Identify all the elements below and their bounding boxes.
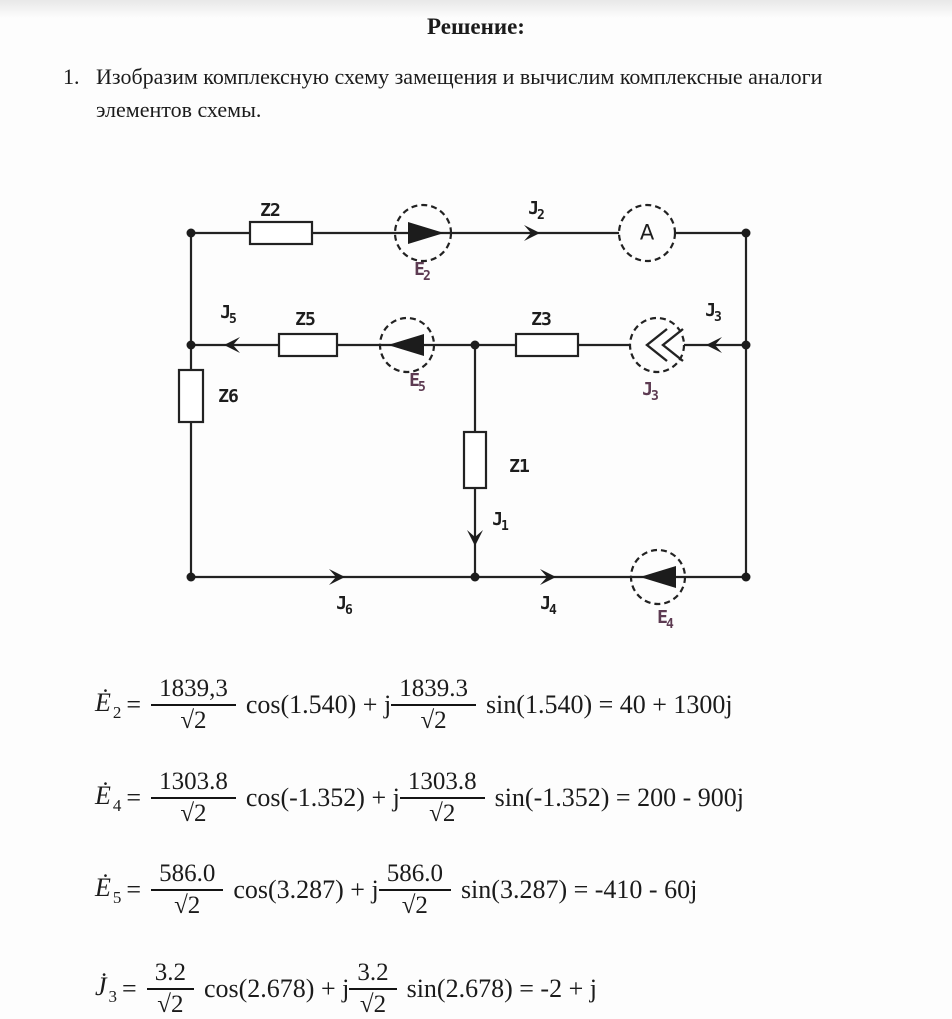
formula-e5-result: sin(3.287) = -410 - 60j [460,875,698,905]
formula-e2-fraction-1: $\frac{1839,3}{√2}$ [151,676,236,735]
label-e2: $E_2$ [414,259,430,284]
formula-j3-equals: = [122,974,137,1004]
label-z5: Z5 [295,309,315,330]
label-e4: $E_4$ [657,607,673,632]
resistor-z1 [464,432,486,488]
formula-j3-result: sin(2.678) = -2 + j [406,974,597,1004]
solution-step-1 [63,60,879,126]
label-j6: $J_6$ [336,593,352,618]
resistor-z3 [516,334,578,356]
resistor-z6 [179,370,203,422]
label-j3-source: $J_3$ [642,379,658,404]
label-j1: $J_1$ [492,509,508,534]
formula-e4-variable: Ė $_4$ [95,780,122,815]
list-item-text: Изобразим комплексную схему замещения и вычислим комплексные аналоги элементов схемы. [96,64,823,122]
emf-arrow-e5-icon [388,334,424,356]
formula-e4-equals: = [126,783,142,813]
formula-e5-equals: = [126,875,142,905]
formula-e2-cos-term: cos(1.540) + j [245,690,392,720]
list-item-number: 1. [63,64,80,89]
formula-e5-fraction-1: $\frac{586.0}{√2}$ [151,861,223,920]
formula-j3-cos-term: cos(2.678) + j [203,974,350,1004]
node-dot-bottom-left [187,573,196,582]
ammeter-label: A [639,220,655,245]
formula-e4-fraction-2: $\frac{1303.8}{√2}$ [400,769,485,828]
formula-e2 [95,676,733,735]
formula-j3-fraction-2: $\frac{3.2}{√2}$ [349,960,396,1019]
emf-arrow-e4-icon [640,566,676,588]
node-dot-top-left [187,229,196,238]
circuit-svg [140,170,800,640]
label-z3: Z3 [531,309,551,330]
node-dot-top-right [742,229,751,238]
node-dot-mid-center [471,341,480,350]
formula-e2-fraction-2: $\frac{1839.3}{√2}$ [391,676,476,735]
label-z6: Z6 [218,386,238,407]
formula-e5-cos-term: cos(3.287) + j [233,875,379,905]
label-j3-wire: $J_3$ [705,300,721,325]
formula-e2-variable: Ė $_2$ [95,687,122,722]
formula-e4-cos-term: cos(-1.352) + j [245,783,400,813]
formula-e2-equals: = [126,690,142,720]
node-dot-mid-left [187,341,196,350]
label-z2: Z2 [260,200,280,221]
current-source-circle-j3 [630,318,684,372]
label-j5: $J_5$ [220,302,236,327]
formula-e4-fraction-1: $\frac{1303.8}{√2}$ [151,769,236,828]
formula-j3 [95,960,597,1019]
node-dot-mid-right [742,341,751,350]
formula-e5-fraction-2: $\frac{586.0}{√2}$ [379,861,451,920]
label-j4: $J_4$ [540,593,556,618]
formula-e5-variable: Ė $_5$ [95,872,122,907]
label-j2: $J_2$ [528,198,544,223]
resistor-z5 [279,334,337,356]
resistor-z2 [250,222,312,244]
node-dot-bottom-center [471,573,480,582]
circuit-diagram [140,170,800,640]
node-dot-bottom-right [742,573,751,582]
label-e5: $E_5$ [409,370,425,395]
formula-j3-fraction-1: $\frac{3.2}{√2}$ [147,960,194,1019]
formula-e4 [95,769,744,828]
emf-arrow-e2-icon [408,222,444,244]
label-z1: Z1 [509,456,529,477]
formula-e2-result: sin(1.540) = 40 + 1300j [485,690,733,720]
formula-e5 [95,861,697,920]
formula-j3-variable: J̇ $_3$ [95,971,118,1006]
page-title: Решение: [427,14,525,39]
formula-e4-result: sin(-1.352) = 200 - 900j [494,783,744,813]
